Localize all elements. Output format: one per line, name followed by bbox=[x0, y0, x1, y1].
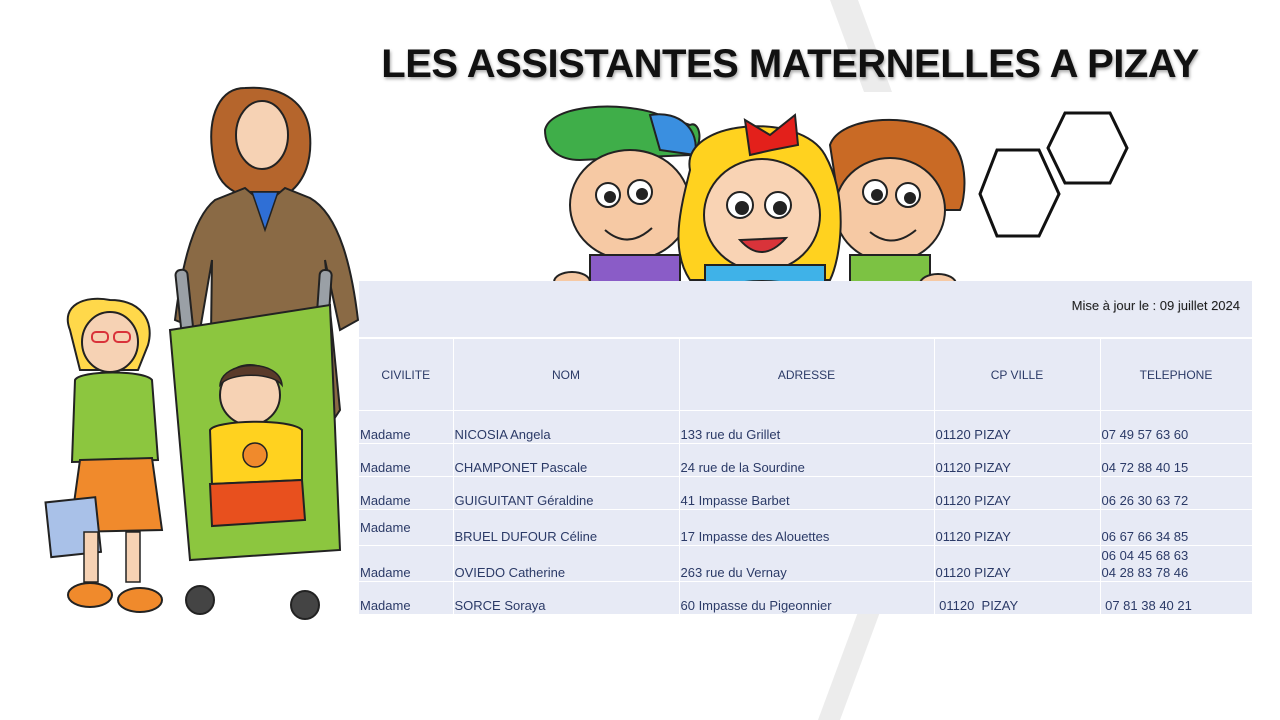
table-row bbox=[359, 546, 1252, 582]
header-cp-ville: CP VILLE bbox=[934, 338, 1100, 411]
update-date-text: Mise à jour le : 09 juillet 2024 bbox=[1071, 298, 1240, 313]
cell-adresse: 17 Impasse des Alouettes bbox=[679, 510, 934, 546]
cell-telephone: 06 67 66 34 85 bbox=[1100, 510, 1252, 546]
cell-cp-ville: 01120 PIZAY bbox=[934, 582, 1100, 615]
table-row bbox=[359, 444, 1252, 477]
cell-telephone-secondary: 04 28 83 78 46 bbox=[1101, 565, 1189, 580]
cell-nom: NICOSIA Angela bbox=[453, 411, 679, 444]
cell-civilite: Madame bbox=[359, 477, 453, 510]
cell-nom: OVIEDO Catherine bbox=[453, 546, 679, 582]
cell-civilite: Madame bbox=[359, 582, 453, 615]
cell-civilite: Madame bbox=[359, 546, 453, 582]
header-nom: NOM bbox=[453, 338, 679, 411]
cell-nom: BRUEL DUFOUR Céline bbox=[453, 510, 679, 546]
cell-adresse: 24 rue de la Sourdine bbox=[679, 444, 934, 477]
header-civilite: CIVILITE bbox=[359, 338, 453, 411]
cell-telephone: 06 26 30 63 72 bbox=[1100, 477, 1252, 510]
cell-nom: GUIGUITANT Géraldine bbox=[453, 477, 679, 510]
table-row bbox=[359, 477, 1252, 510]
header-telephone: TELEPHONE bbox=[1100, 338, 1252, 411]
table-row bbox=[359, 411, 1252, 444]
cell-cp-ville: 01120 PIZAY bbox=[934, 546, 1100, 582]
table-row bbox=[359, 510, 1252, 546]
cell-telephone: 07 81 38 40 21 bbox=[1100, 582, 1252, 615]
assistantes-table-panel bbox=[359, 281, 1252, 614]
cell-nom: SORCE Soraya bbox=[453, 582, 679, 615]
mother-with-children-stroller-illustration bbox=[40, 80, 370, 640]
cell-telephone-multi bbox=[1100, 546, 1252, 582]
cell-nom: CHAMPONET Pascale bbox=[453, 444, 679, 477]
cell-adresse: 41 Impasse Barbet bbox=[679, 477, 934, 510]
hexagon-outlines-icon bbox=[975, 108, 1135, 243]
cell-civilite: Madame bbox=[359, 411, 453, 444]
cell-civilite: Madame bbox=[359, 444, 453, 477]
cell-adresse: 133 rue du Grillet bbox=[679, 411, 934, 444]
update-banner bbox=[359, 281, 1252, 337]
cell-telephone: 04 72 88 40 15 bbox=[1100, 444, 1252, 477]
cell-telephone: 06 04 45 68 63 bbox=[1101, 548, 1189, 563]
table-header-row bbox=[359, 338, 1252, 411]
cell-cp-ville: 01120 PIZAY bbox=[934, 477, 1100, 510]
cell-cp-ville: 01120 PIZAY bbox=[934, 510, 1100, 546]
page-title: LES ASSISTANTES MATERNELLES A PIZAY bbox=[381, 42, 1199, 86]
table-row bbox=[359, 582, 1252, 615]
cell-cp-ville: 01120 PIZAY bbox=[934, 411, 1100, 444]
cell-cp-ville: 01120 PIZAY bbox=[934, 444, 1100, 477]
cell-adresse: 60 Impasse du Pigeonnier bbox=[679, 582, 934, 615]
cell-adresse: 263 rue du Vernay bbox=[679, 546, 934, 582]
header-adresse: ADRESSE bbox=[679, 338, 934, 411]
assistantes-table bbox=[359, 337, 1253, 614]
cell-telephone: 07 49 57 63 60 bbox=[1100, 411, 1252, 444]
cell-civilite: Madame bbox=[359, 510, 453, 546]
